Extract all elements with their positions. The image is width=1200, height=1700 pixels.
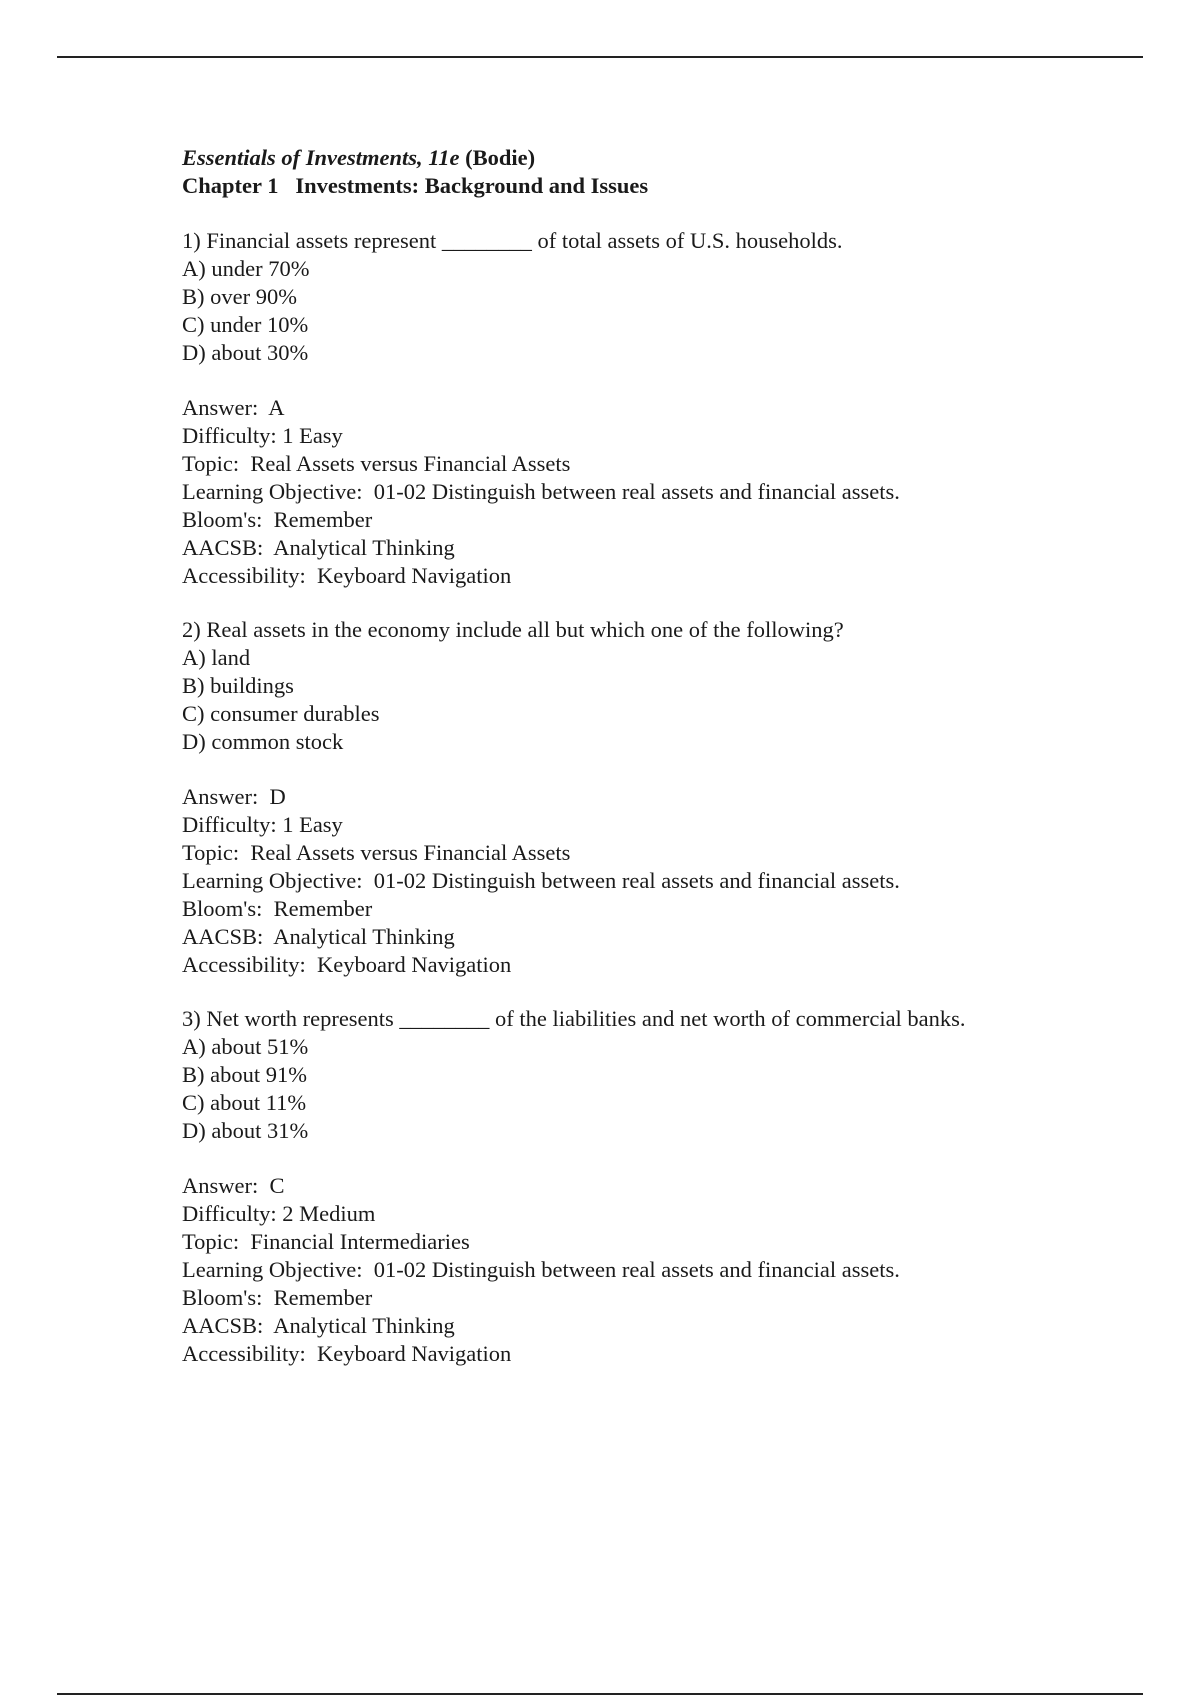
accessibility: Accessibility: Keyboard Navigation: [182, 1341, 512, 1366]
blooms: Bloom's: Remember: [182, 896, 373, 921]
option-c: C) about 11%: [182, 1090, 307, 1115]
chapter-heading: Chapter 1 Investments: Background and Issues: [182, 173, 649, 198]
option-a: A) about 51%: [182, 1034, 309, 1059]
blooms: Bloom's: Remember: [182, 1285, 373, 1310]
document-body: [182, 144, 1082, 1368]
book-title: Essentials of Investments, 11e: [182, 145, 460, 170]
option-b: B) over 90%: [182, 284, 297, 309]
question-stem: 2) Real assets in the economy include all but which one of the following?: [182, 617, 844, 642]
accessibility: Accessibility: Keyboard Navigation: [182, 563, 512, 588]
option-b: B) about 91%: [182, 1062, 307, 1087]
aacsb: AACSB: Analytical Thinking: [182, 535, 455, 560]
learning-objective: Learning Objective: 01-02 Distinguish between real assets and financial assets.: [182, 479, 900, 504]
difficulty: Difficulty: 2 Medium: [182, 1201, 376, 1226]
accessibility: Accessibility: Keyboard Navigation: [182, 952, 512, 977]
question-stem: 3) Net worth represents ________ of the liabilities and net worth of commercial banks.: [182, 1006, 966, 1031]
topic: Topic: Real Assets versus Financial Assets: [182, 840, 571, 865]
answer: Answer: C: [182, 1173, 285, 1198]
question-stem: 1) Financial assets represent ________ of total assets of U.S. households.: [182, 228, 843, 253]
question-1: [182, 227, 1082, 590]
learning-objective: Learning Objective: 01-02 Distinguish between real assets and financial assets.: [182, 868, 900, 893]
difficulty: Difficulty: 1 Easy: [182, 812, 343, 837]
bottom-rule: [57, 1693, 1143, 1695]
option-d: D) common stock: [182, 729, 344, 754]
topic: Topic: Real Assets versus Financial Assets: [182, 451, 571, 476]
answer: Answer: A: [182, 395, 285, 420]
topic: Topic: Financial Intermediaries: [182, 1229, 470, 1254]
option-a: A) under 70%: [182, 256, 310, 281]
book-heading: [182, 144, 1082, 172]
top-rule: [57, 56, 1143, 58]
question-2: [182, 616, 1082, 979]
learning-objective: Learning Objective: 01-02 Distinguish between real assets and financial assets.: [182, 1257, 900, 1282]
question-3: [182, 1005, 1082, 1368]
option-a: A) land: [182, 645, 251, 670]
blooms: Bloom's: Remember: [182, 507, 373, 532]
option-c: C) under 10%: [182, 312, 309, 337]
option-b: B) buildings: [182, 673, 294, 698]
option-d: D) about 31%: [182, 1118, 309, 1143]
answer: Answer: D: [182, 784, 286, 809]
aacsb: AACSB: Analytical Thinking: [182, 924, 455, 949]
difficulty: Difficulty: 1 Easy: [182, 423, 343, 448]
aacsb: AACSB: Analytical Thinking: [182, 1313, 455, 1338]
option-c: C) consumer durables: [182, 701, 380, 726]
book-author: (Bodie): [459, 145, 536, 170]
option-d: D) about 30%: [182, 340, 309, 365]
